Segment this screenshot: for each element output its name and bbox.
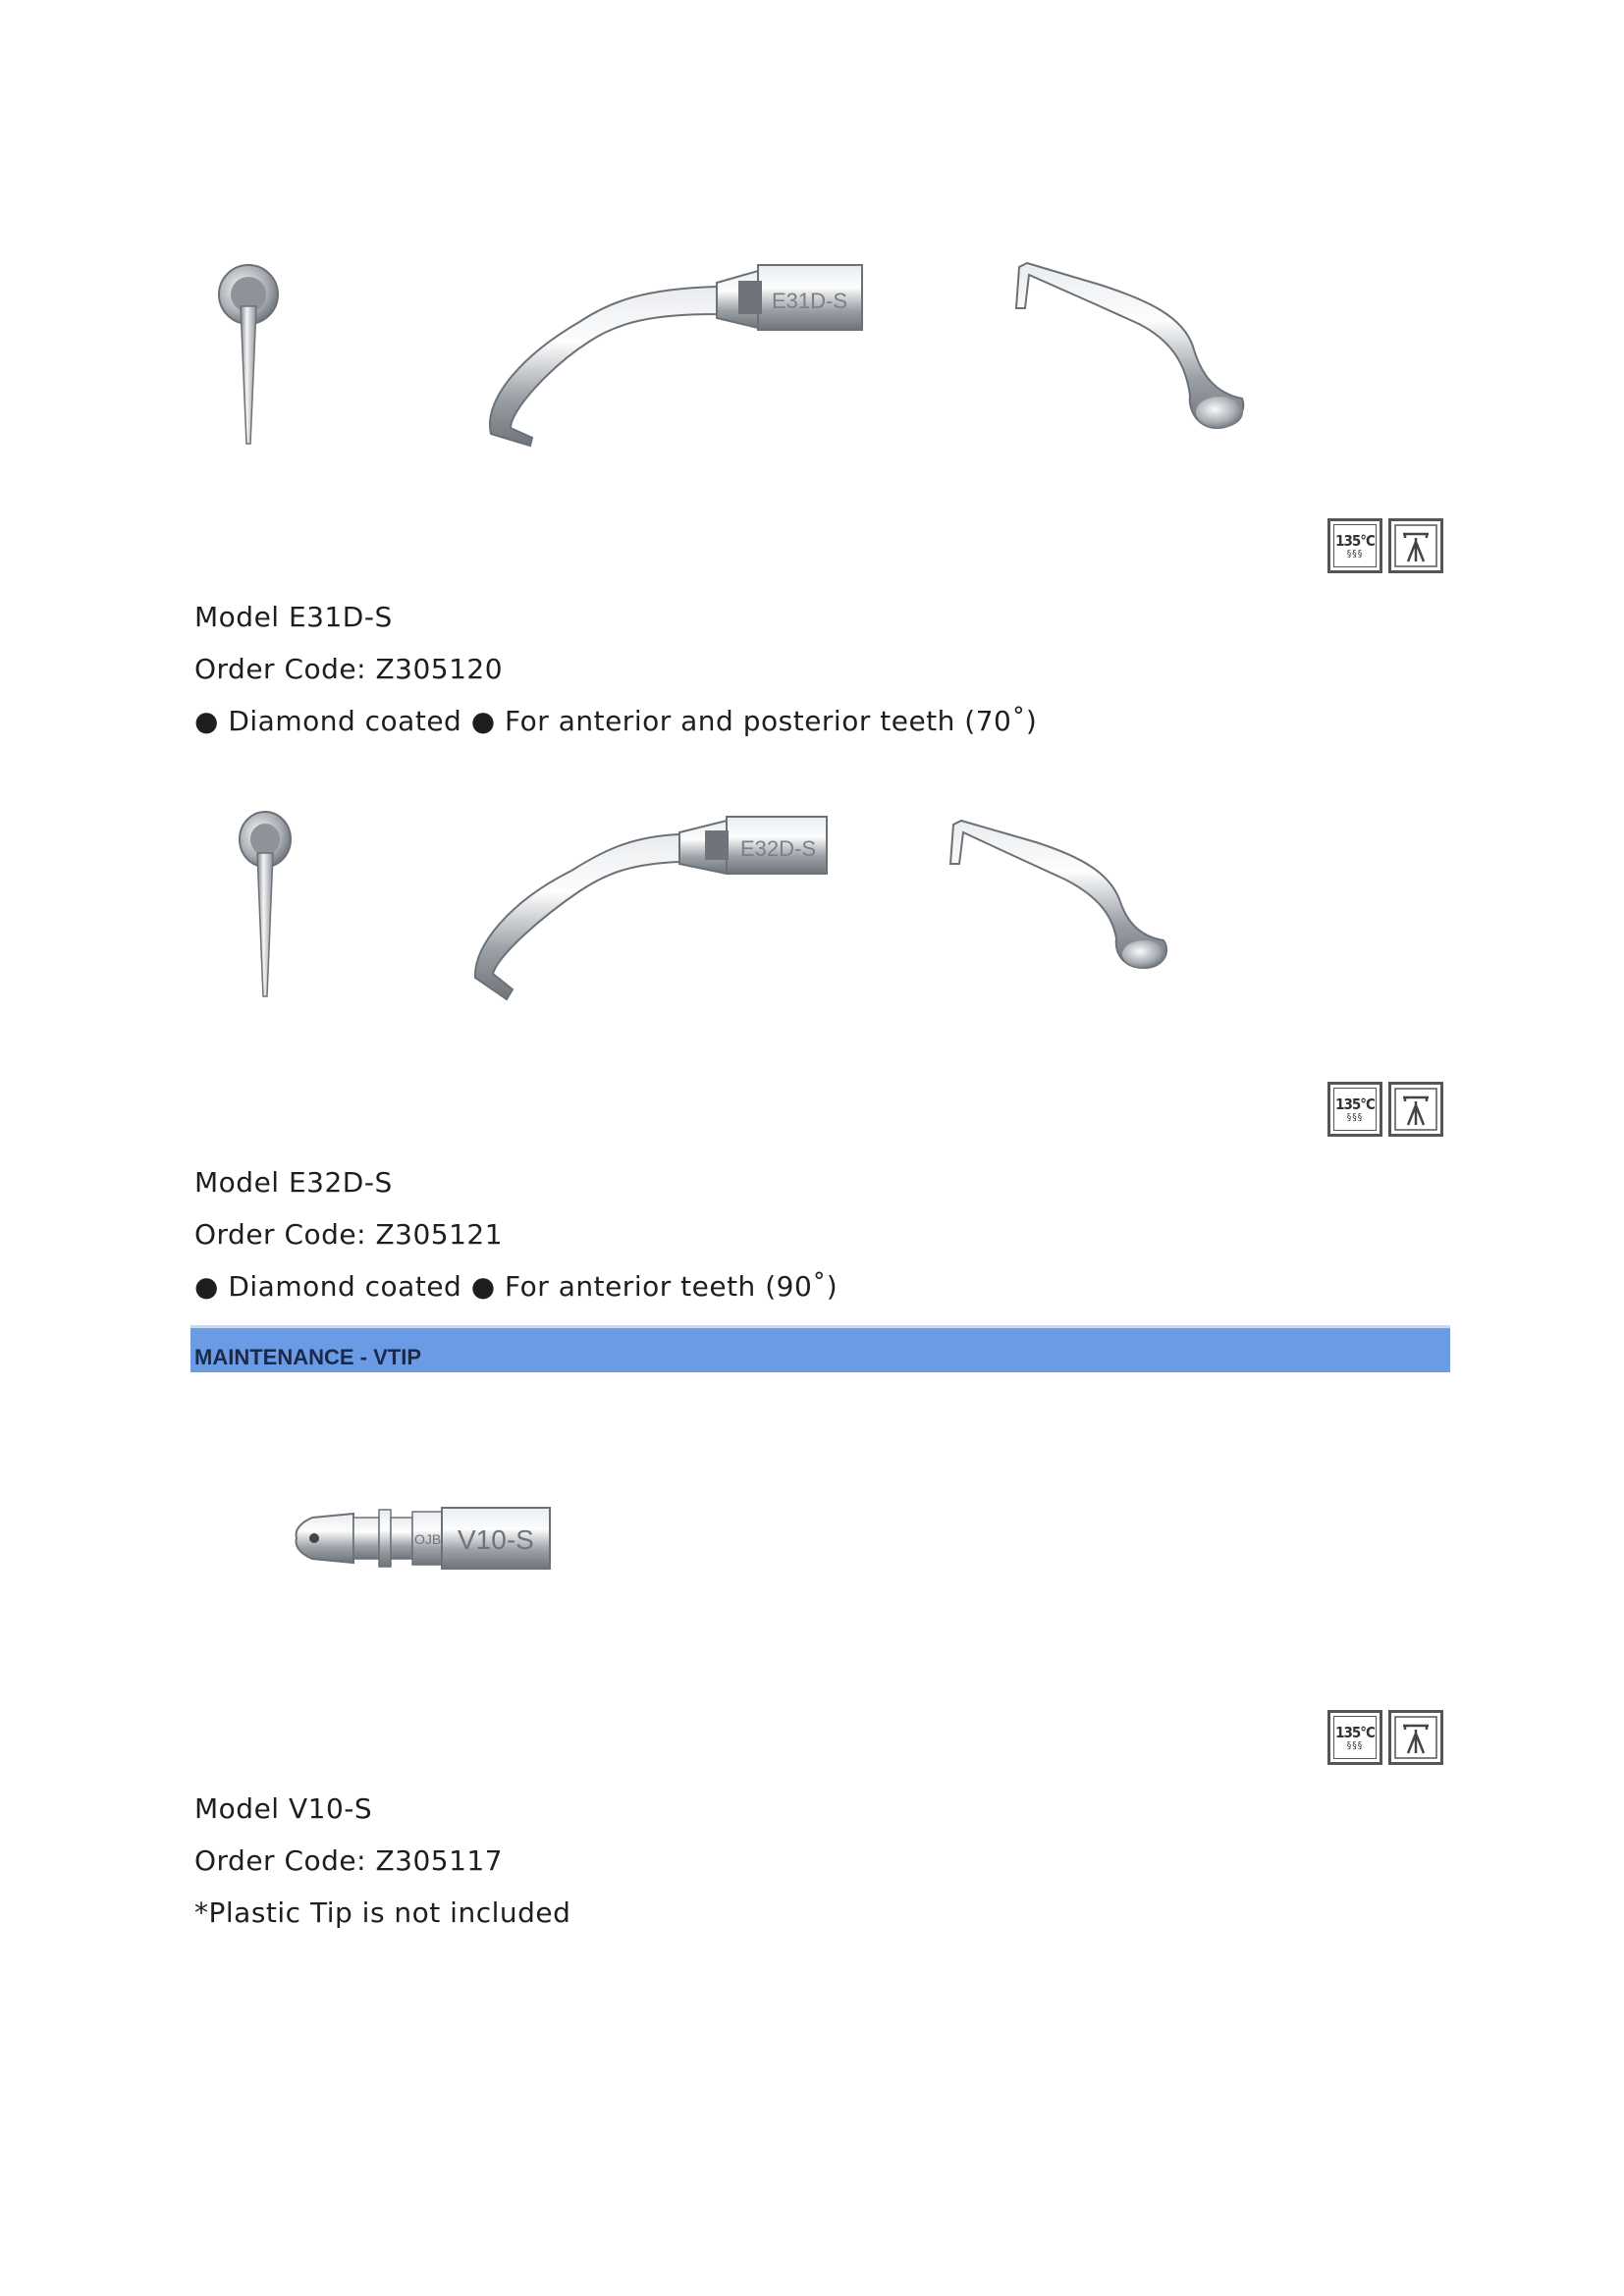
model-name-3: Model V10-S xyxy=(194,1792,373,1825)
tip-engraving-text: E31D-S xyxy=(772,289,848,313)
tip-top-view-image-1 xyxy=(1011,263,1257,435)
model-name-2: Model E32D-S xyxy=(194,1166,393,1199)
features-3: *Plastic Tip is not included xyxy=(194,1896,571,1929)
washer-disinfector-icon xyxy=(1388,1082,1443,1137)
model-name-1: Model E31D-S xyxy=(194,601,393,633)
tip-engraving-text: E32D-S xyxy=(740,836,817,861)
sterilization-badges-1 xyxy=(1327,518,1443,573)
badge-steam-label: §§§ xyxy=(1346,1111,1364,1123)
autoclave-135c-icon xyxy=(1327,518,1382,573)
badge-temp-label: 135°C xyxy=(1335,1723,1375,1741)
section-header-maintenance-vtip xyxy=(190,1325,1450,1372)
order-code-2: Order Code: Z305121 xyxy=(194,1218,504,1251)
tip-engraving-small-text: OJB xyxy=(414,1531,442,1547)
washer-disinfector-icon xyxy=(1388,1710,1443,1765)
section-title: MAINTENANCE - VTIP xyxy=(194,1345,421,1369)
tip-side-view-image-1 xyxy=(481,263,874,450)
features-1: ● Diamond coated ● For anterior and posterior teeth (70˚) xyxy=(194,705,1038,737)
tip-side-view-image-2 xyxy=(473,817,837,1003)
autoclave-135c-icon xyxy=(1327,1082,1382,1137)
sterilization-badges-2 xyxy=(1327,1082,1443,1137)
washer-disinfector-icon xyxy=(1388,518,1443,573)
order-code-1: Order Code: Z305120 xyxy=(194,653,504,685)
tip-front-view-image-2 xyxy=(236,810,304,1001)
tip-top-view-image-2 xyxy=(947,821,1183,992)
sterilization-badges-3 xyxy=(1327,1710,1443,1765)
tip-engraving-text: V10-S xyxy=(458,1524,534,1555)
features-2: ● Diamond coated ● For anterior teeth (90˚) xyxy=(194,1270,839,1303)
autoclave-135c-icon xyxy=(1327,1710,1382,1765)
badge-temp-label: 135°C xyxy=(1335,1095,1375,1113)
badge-temp-label: 135°C xyxy=(1335,531,1375,550)
badge-steam-label: §§§ xyxy=(1346,548,1364,560)
badge-steam-label: §§§ xyxy=(1346,1739,1364,1751)
tip-side-view-image-3 xyxy=(295,1504,555,1575)
tip-front-view-image-1 xyxy=(211,257,280,449)
order-code-3: Order Code: Z305117 xyxy=(194,1844,504,1877)
